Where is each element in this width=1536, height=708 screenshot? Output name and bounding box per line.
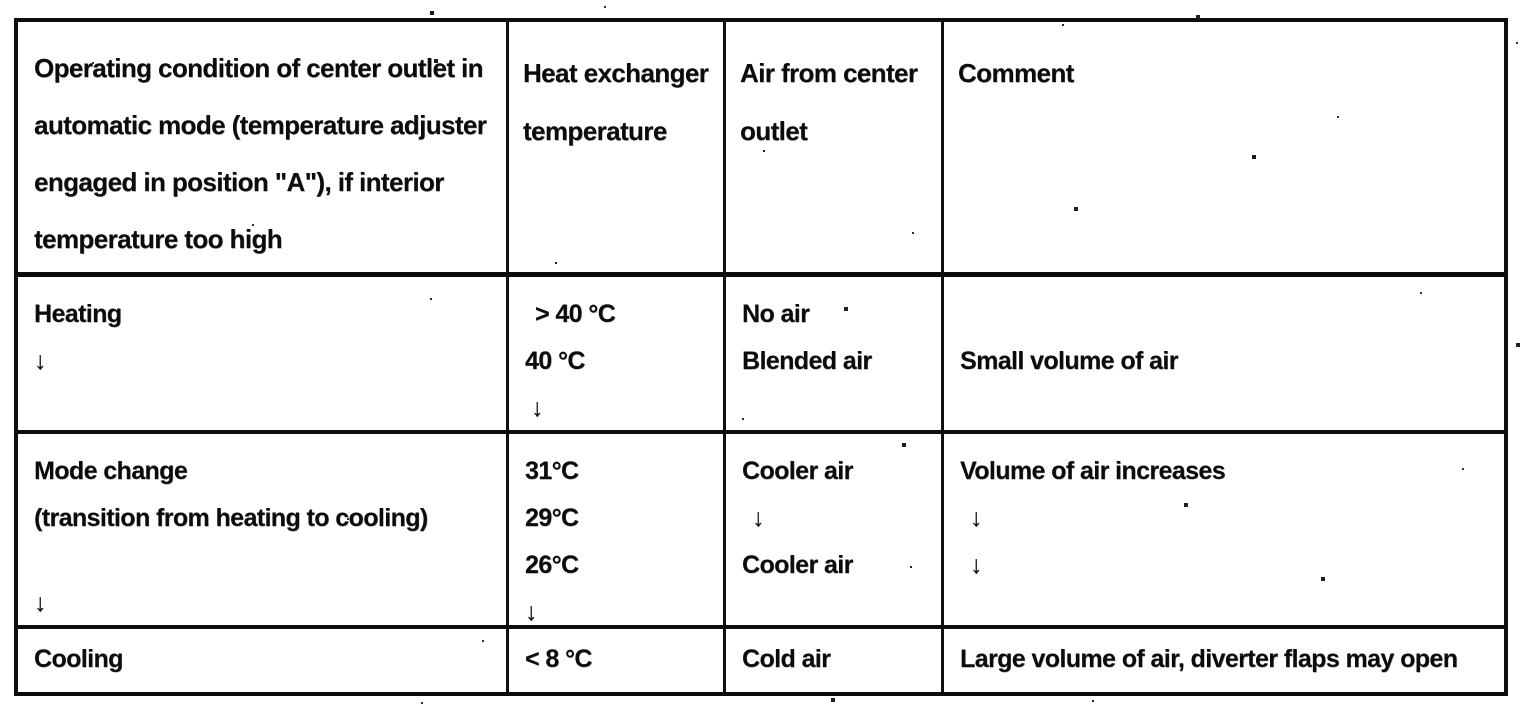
row-heating-air (726, 277, 944, 434)
row-mode-change-condition (18, 434, 509, 629)
header-line: Operating condition of center outlet in (34, 53, 483, 83)
header-cell-comment (944, 22, 1504, 277)
row-heating-comment (944, 277, 1504, 434)
condition-label: Cooling (34, 645, 123, 673)
row-heating-temperature (509, 277, 726, 434)
row-mode-change-comment (944, 434, 1504, 629)
down-arrow-icon: ↓ (34, 347, 47, 375)
temperature-value: 26°C (525, 551, 579, 579)
down-arrow-icon: ↓ (752, 504, 765, 532)
temperature-value: 31°C (525, 457, 579, 485)
header-cell-air-from-center-outlet (726, 22, 944, 277)
climate-control-table (14, 18, 1508, 696)
row-cooling-air (726, 629, 944, 692)
header-line: engaged in position "A"), if interior (34, 167, 444, 197)
temperature-value: 29°C (525, 504, 579, 532)
down-arrow-icon: ↓ (970, 504, 983, 532)
scan-noise-specks (0, 0, 2, 2)
down-arrow-icon: ↓ (531, 394, 544, 422)
header-line-cooling-mode (34, 268, 492, 277)
row-heating-condition (18, 277, 509, 434)
air-value: No air (742, 300, 810, 328)
header-cell-operating-condition (18, 22, 509, 277)
header-line: temperature too high (34, 224, 283, 254)
temperature-value: 40 °C (525, 347, 585, 375)
air-value: Cooler air (742, 551, 853, 579)
row-mode-change-temperature (509, 434, 726, 629)
condition-label: (transition from heating to cooling) (34, 504, 428, 532)
row-mode-change-air (726, 434, 944, 629)
air-value: Cooler air (742, 457, 853, 485)
temperature-value: < 8 °C (525, 645, 592, 673)
condition-label: Mode change (34, 457, 188, 485)
comment-text: Large volume of air, diverter flaps may open (960, 645, 1458, 673)
row-cooling-condition (18, 629, 509, 692)
down-arrow-icon: ↓ (34, 589, 47, 617)
header-cell-heat-exchanger-temperature (509, 22, 726, 277)
air-value: Blended air (742, 347, 872, 375)
header-line: Air from center (740, 58, 918, 88)
row-cooling-comment (944, 629, 1504, 692)
header-line: Heat exchanger (523, 58, 709, 88)
header-line: Comment (958, 58, 1074, 88)
air-value: Cold air (742, 645, 831, 673)
comment-text: Small volume of air (960, 347, 1178, 375)
condition-label: Heating (34, 300, 122, 328)
down-arrow-icon: ↓ (525, 598, 538, 626)
row-cooling-temperature (509, 629, 726, 692)
temperature-value: > 40 °C (535, 300, 616, 328)
header-line: outlet (740, 116, 808, 146)
header-line: automatic mode (temperature adjuster (34, 110, 487, 140)
header-line: temperature (523, 116, 667, 146)
comment-text: Volume of air increases (960, 457, 1226, 485)
down-arrow-icon: ↓ (970, 551, 983, 579)
